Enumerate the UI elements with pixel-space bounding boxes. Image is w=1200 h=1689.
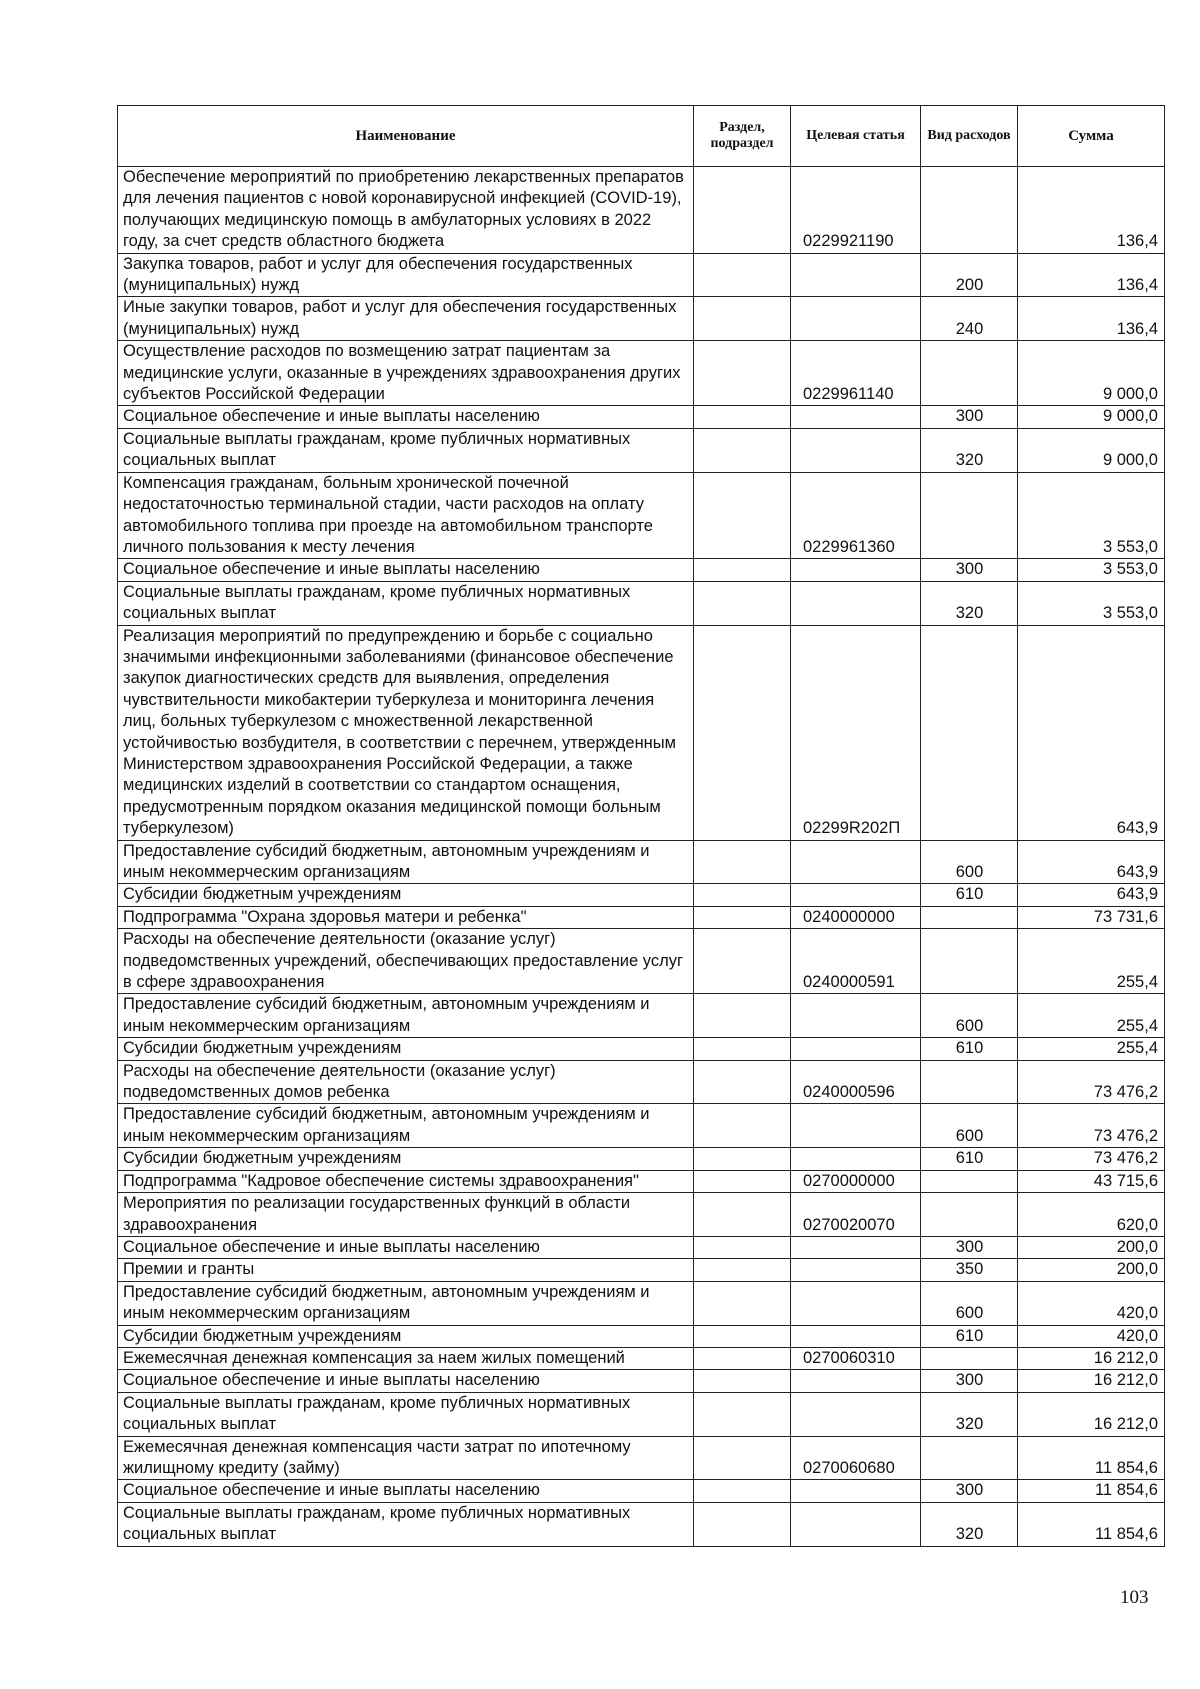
- cell-sum: 16 212,0: [1018, 1347, 1165, 1369]
- cell-section: [694, 406, 791, 428]
- table-row: [118, 581, 1165, 625]
- table-row: [118, 253, 1165, 297]
- cell-type: 300: [921, 1480, 1018, 1502]
- cell-target: [791, 1259, 921, 1281]
- cell-section: [694, 1502, 791, 1546]
- cell-section: [694, 472, 791, 559]
- cell-sum: 9 000,0: [1018, 341, 1165, 406]
- cell-sum: 16 212,0: [1018, 1392, 1165, 1436]
- cell-sum: 255,4: [1018, 994, 1165, 1038]
- cell-target: [791, 840, 921, 884]
- cell-target: 0270020070: [791, 1193, 921, 1237]
- table-row: [118, 1170, 1165, 1192]
- cell-name: Социальные выплаты гражданам, кроме публичных нормативных социальных выплат: [118, 428, 694, 472]
- cell-type: 600: [921, 1281, 1018, 1325]
- budget-table: [117, 105, 1165, 1547]
- cell-target: [791, 581, 921, 625]
- cell-target: 0270060310: [791, 1347, 921, 1369]
- cell-name: Социальные выплаты гражданам, кроме публичных нормативных социальных выплат: [118, 1502, 694, 1546]
- table-row: [118, 929, 1165, 994]
- cell-type: 610: [921, 1038, 1018, 1060]
- cell-target: [791, 1038, 921, 1060]
- cell-name: Ежемесячная денежная компенсация за наем жилых помещений: [118, 1347, 694, 1369]
- cell-target: [791, 884, 921, 906]
- cell-type: [921, 341, 1018, 406]
- table-row: [118, 297, 1165, 341]
- cell-section: [694, 1104, 791, 1148]
- cell-sum: 11 854,6: [1018, 1502, 1165, 1546]
- cell-type: [921, 929, 1018, 994]
- cell-target: 0240000000: [791, 906, 921, 928]
- cell-sum: 420,0: [1018, 1325, 1165, 1347]
- cell-section: [694, 1193, 791, 1237]
- cell-sum: 3 553,0: [1018, 581, 1165, 625]
- cell-name: Осуществление расходов по возмещению затрат пациентам за медицинские услуги, оказанные в учреждениях здравоохранения других субъектов Российской Федерации: [118, 341, 694, 406]
- table-row: [118, 1236, 1165, 1258]
- cell-type: 350: [921, 1259, 1018, 1281]
- cell-sum: 11 854,6: [1018, 1436, 1165, 1480]
- cell-name: Мероприятия по реализации государственных функций в области здравоохранения: [118, 1193, 694, 1237]
- cell-section: [694, 1480, 791, 1502]
- cell-name: Предоставление субсидий бюджетным, автономным учреждениям и иным некоммерческим организациям: [118, 994, 694, 1038]
- cell-section: [694, 253, 791, 297]
- cell-name: Реализация мероприятий по предупреждению и борьбе с социально значимыми инфекционными заболеваниями (финансовое обеспечение закупок диагностических средств для выявления, определения чувствительности микобактерии туберкулеза и мониторинга лечения лиц, больных туберкулезом с множественной лекарственной устойчивостью возбудителя, в соответствии с перечнем, утвержденным Министерством здравоохранения Российской Федерации, а также медицинских изделий в соответствии со стандартом оснащения, предусмотренным порядком оказания медицинской помощи больным туберкулезом): [118, 625, 694, 840]
- header-section: Раздел, подраздел: [694, 106, 791, 167]
- cell-sum: 73 476,2: [1018, 1060, 1165, 1104]
- cell-sum: 73 731,6: [1018, 906, 1165, 928]
- cell-name: Социальное обеспечение и иные выплаты населению: [118, 559, 694, 581]
- cell-name: Субсидии бюджетным учреждениям: [118, 1038, 694, 1060]
- cell-name: Компенсация гражданам, больным хронической почечной недостаточностью терминальной стадии, части расходов на оплату автомобильного топлива при проезде на автомобильном транспорте личного пользования к месту лечения: [118, 472, 694, 559]
- cell-name: Социальные выплаты гражданам, кроме публичных нормативных социальных выплат: [118, 1392, 694, 1436]
- table-row: [118, 428, 1165, 472]
- cell-section: [694, 559, 791, 581]
- table-body: [118, 167, 1165, 1547]
- cell-section: [694, 428, 791, 472]
- cell-sum: 643,9: [1018, 625, 1165, 840]
- cell-name: Социальное обеспечение и иные выплаты населению: [118, 1236, 694, 1258]
- cell-type: [921, 472, 1018, 559]
- table-row: [118, 1104, 1165, 1148]
- cell-name: Премии и гранты: [118, 1259, 694, 1281]
- cell-type: 320: [921, 581, 1018, 625]
- header-type: Вид расходов: [921, 106, 1018, 167]
- cell-sum: 136,4: [1018, 297, 1165, 341]
- table-row: [118, 1480, 1165, 1502]
- cell-sum: 136,4: [1018, 253, 1165, 297]
- cell-section: [694, 994, 791, 1038]
- cell-target: [791, 1325, 921, 1347]
- table-row: [118, 994, 1165, 1038]
- cell-section: [694, 625, 791, 840]
- cell-name: Подпрограмма "Кадровое обеспечение системы здравоохранения": [118, 1170, 694, 1192]
- cell-section: [694, 1060, 791, 1104]
- table-row: [118, 1502, 1165, 1546]
- cell-type: 600: [921, 994, 1018, 1038]
- cell-target: 0229961140: [791, 341, 921, 406]
- cell-target: [791, 1370, 921, 1392]
- table-row: [118, 472, 1165, 559]
- cell-name: Субсидии бюджетным учреждениям: [118, 884, 694, 906]
- cell-section: [694, 297, 791, 341]
- cell-section: [694, 341, 791, 406]
- table-row: [118, 559, 1165, 581]
- cell-type: 300: [921, 406, 1018, 428]
- cell-sum: 643,9: [1018, 840, 1165, 884]
- cell-name: Предоставление субсидий бюджетным, автономным учреждениям и иным некоммерческим организациям: [118, 1104, 694, 1148]
- cell-name: Субсидии бюджетным учреждениям: [118, 1148, 694, 1170]
- cell-type: 320: [921, 1502, 1018, 1546]
- cell-name: Субсидии бюджетным учреждениям: [118, 1325, 694, 1347]
- cell-type: 610: [921, 1325, 1018, 1347]
- cell-section: [694, 1347, 791, 1369]
- cell-target: [791, 994, 921, 1038]
- cell-type: [921, 1436, 1018, 1480]
- table-row: [118, 406, 1165, 428]
- cell-sum: 73 476,2: [1018, 1148, 1165, 1170]
- cell-section: [694, 1392, 791, 1436]
- cell-type: [921, 1347, 1018, 1369]
- cell-target: 0240000596: [791, 1060, 921, 1104]
- cell-name: Расходы на обеспечение деятельности (оказание услуг) подведомственных учреждений, обеспечивающих предоставление услуг в сфере здравоохранения: [118, 929, 694, 994]
- cell-sum: 3 553,0: [1018, 472, 1165, 559]
- page-number: 103: [1120, 1587, 1149, 1608]
- cell-target: 0270000000: [791, 1170, 921, 1192]
- header-name: Наименование: [118, 106, 694, 167]
- cell-section: [694, 1281, 791, 1325]
- header-target: Целевая статья: [791, 106, 921, 167]
- cell-type: [921, 625, 1018, 840]
- cell-name: Социальные выплаты гражданам, кроме публичных нормативных социальных выплат: [118, 581, 694, 625]
- cell-sum: 200,0: [1018, 1236, 1165, 1258]
- cell-target: [791, 1480, 921, 1502]
- cell-sum: 16 212,0: [1018, 1370, 1165, 1392]
- cell-section: [694, 1259, 791, 1281]
- cell-target: 0229921190: [791, 167, 921, 254]
- cell-name: Социальное обеспечение и иные выплаты населению: [118, 1370, 694, 1392]
- cell-section: [694, 1370, 791, 1392]
- table-header: [118, 106, 1165, 167]
- cell-type: [921, 1170, 1018, 1192]
- cell-target: [791, 406, 921, 428]
- cell-sum: 255,4: [1018, 1038, 1165, 1060]
- cell-type: [921, 906, 1018, 928]
- table-row: [118, 1370, 1165, 1392]
- cell-type: 600: [921, 1104, 1018, 1148]
- table-row: [118, 1325, 1165, 1347]
- cell-type: 610: [921, 884, 1018, 906]
- cell-sum: 9 000,0: [1018, 428, 1165, 472]
- table-row: [118, 1148, 1165, 1170]
- cell-target: [791, 1236, 921, 1258]
- cell-target: 0270060680: [791, 1436, 921, 1480]
- cell-section: [694, 906, 791, 928]
- cell-name: Социальное обеспечение и иные выплаты населению: [118, 406, 694, 428]
- cell-section: [694, 884, 791, 906]
- cell-type: 200: [921, 253, 1018, 297]
- cell-section: [694, 167, 791, 254]
- cell-target: [791, 1281, 921, 1325]
- cell-sum: 136,4: [1018, 167, 1165, 254]
- cell-type: 300: [921, 1370, 1018, 1392]
- cell-sum: 420,0: [1018, 1281, 1165, 1325]
- table-row: [118, 906, 1165, 928]
- cell-section: [694, 929, 791, 994]
- cell-target: [791, 428, 921, 472]
- cell-type: 300: [921, 559, 1018, 581]
- budget-table-container: [117, 105, 1164, 1547]
- cell-type: 610: [921, 1148, 1018, 1170]
- cell-sum: 620,0: [1018, 1193, 1165, 1237]
- cell-type: 320: [921, 428, 1018, 472]
- cell-target: [791, 297, 921, 341]
- cell-name: Предоставление субсидий бюджетным, автономным учреждениям и иным некоммерческим организациям: [118, 1281, 694, 1325]
- cell-section: [694, 581, 791, 625]
- table-row: [118, 341, 1165, 406]
- table-row: [118, 1193, 1165, 1237]
- cell-type: 320: [921, 1392, 1018, 1436]
- cell-type: [921, 1060, 1018, 1104]
- cell-section: [694, 1436, 791, 1480]
- cell-sum: 9 000,0: [1018, 406, 1165, 428]
- table-row: [118, 1060, 1165, 1104]
- cell-target: [791, 1104, 921, 1148]
- cell-name: Подпрограмма "Охрана здоровья матери и ребенка": [118, 906, 694, 928]
- cell-sum: 73 476,2: [1018, 1104, 1165, 1148]
- cell-section: [694, 1236, 791, 1258]
- cell-section: [694, 1038, 791, 1060]
- cell-name: Ежемесячная денежная компенсация части затрат по ипотечному жилищному кредиту (займу): [118, 1436, 694, 1480]
- header-sum: Сумма: [1018, 106, 1165, 167]
- cell-target: [791, 1502, 921, 1546]
- cell-name: Предоставление субсидий бюджетным, автономным учреждениям и иным некоммерческим организациям: [118, 840, 694, 884]
- cell-sum: 11 854,6: [1018, 1480, 1165, 1502]
- table-row: [118, 1347, 1165, 1369]
- cell-section: [694, 1325, 791, 1347]
- cell-name: Закупка товаров, работ и услуг для обеспечения государственных (муниципальных) нужд: [118, 253, 694, 297]
- cell-target: [791, 253, 921, 297]
- table-row: [118, 1436, 1165, 1480]
- cell-section: [694, 1170, 791, 1192]
- table-row: [118, 625, 1165, 840]
- table-row: [118, 840, 1165, 884]
- table-row: [118, 1259, 1165, 1281]
- cell-target: 0240000591: [791, 929, 921, 994]
- cell-type: 600: [921, 840, 1018, 884]
- cell-name: Расходы на обеспечение деятельности (оказание услуг) подведомственных домов ребенка: [118, 1060, 694, 1104]
- table-row: [118, 1281, 1165, 1325]
- cell-target: 02299R202П: [791, 625, 921, 840]
- cell-target: 0229961360: [791, 472, 921, 559]
- table-row: [118, 1038, 1165, 1060]
- cell-target: [791, 559, 921, 581]
- cell-section: [694, 1148, 791, 1170]
- cell-section: [694, 840, 791, 884]
- cell-type: [921, 167, 1018, 254]
- cell-type: [921, 1193, 1018, 1237]
- cell-sum: 200,0: [1018, 1259, 1165, 1281]
- cell-type: 240: [921, 297, 1018, 341]
- table-row: [118, 1392, 1165, 1436]
- cell-target: [791, 1392, 921, 1436]
- cell-type: 300: [921, 1236, 1018, 1258]
- table-row: [118, 167, 1165, 254]
- cell-target: [791, 1148, 921, 1170]
- cell-sum: 3 553,0: [1018, 559, 1165, 581]
- cell-sum: 255,4: [1018, 929, 1165, 994]
- cell-name: Иные закупки товаров, работ и услуг для обеспечения государственных (муниципальных) нужд: [118, 297, 694, 341]
- table-row: [118, 884, 1165, 906]
- cell-name: Социальное обеспечение и иные выплаты населению: [118, 1480, 694, 1502]
- cell-sum: 43 715,6: [1018, 1170, 1165, 1192]
- cell-name: Обеспечение мероприятий по приобретению лекарственных препаратов для лечения пациентов с новой коронавирусной инфекцией (COVID-19), получающих медицинскую помощь в амбулаторных условиях в 2022 году, за счет средств областного бюджета: [118, 167, 694, 254]
- cell-sum: 643,9: [1018, 884, 1165, 906]
